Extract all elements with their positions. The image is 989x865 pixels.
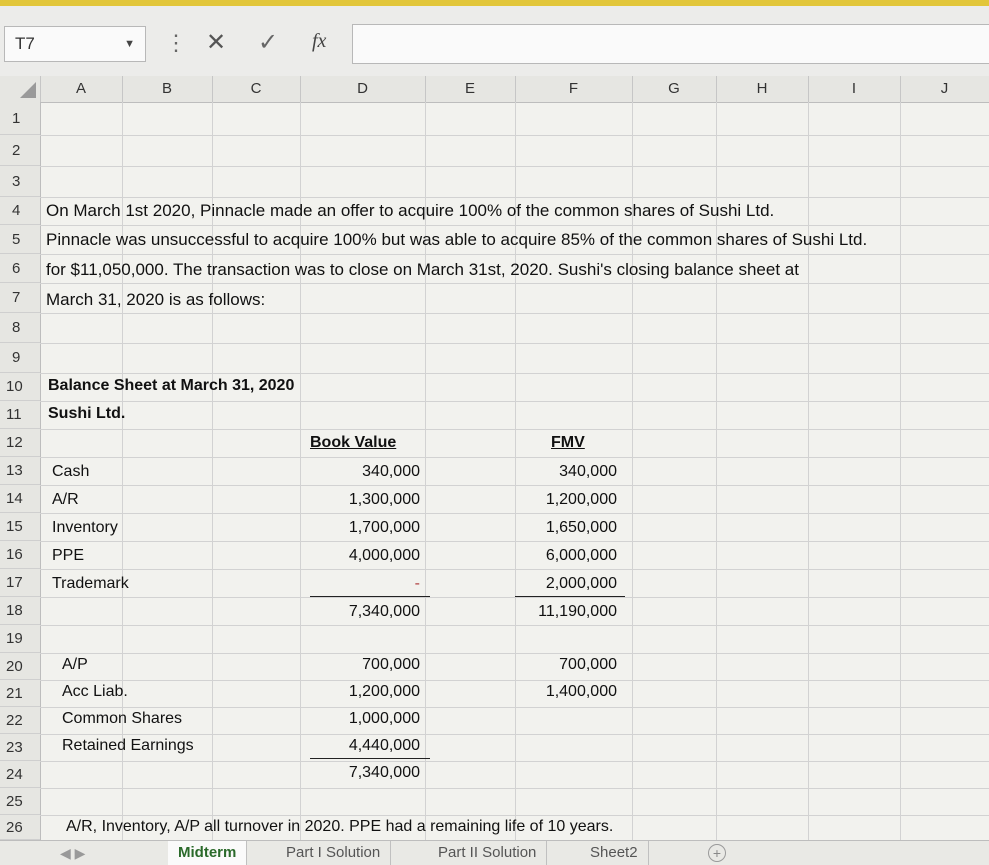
liability-book-value[interactable]: 1,200,000 bbox=[348, 683, 420, 700]
balance-sheet-title[interactable]: Balance Sheet at March 31, 2020 bbox=[48, 377, 295, 394]
row-header[interactable]: 23 bbox=[0, 734, 40, 761]
asset-label[interactable]: Inventory bbox=[52, 519, 118, 536]
asset-fmv[interactable]: 6,000,000 bbox=[545, 547, 617, 564]
column-header-i[interactable]: I bbox=[808, 76, 901, 102]
column-header-e[interactable]: E bbox=[425, 76, 516, 102]
gridline bbox=[808, 102, 809, 840]
gridline bbox=[40, 343, 989, 344]
tab-sheet2[interactable]: Sheet2 bbox=[580, 841, 649, 865]
asset-book-value[interactable]: 340,000 bbox=[362, 463, 420, 480]
row-header[interactable]: 8 bbox=[0, 313, 40, 343]
row-header[interactable]: 11 bbox=[0, 401, 40, 429]
liability-label[interactable]: Retained Earnings bbox=[62, 737, 194, 754]
row-header[interactable]: 5 bbox=[0, 225, 40, 254]
row-header[interactable]: 13 bbox=[0, 457, 40, 485]
asset-book-value[interactable]: 1,700,000 bbox=[348, 519, 420, 536]
asset-book-value[interactable]: - bbox=[414, 575, 420, 592]
gridline bbox=[40, 707, 989, 708]
gridline bbox=[40, 815, 989, 816]
row-header[interactable]: 17 bbox=[0, 569, 40, 597]
plus-circle-icon[interactable]: + bbox=[708, 844, 726, 862]
total-rule bbox=[515, 596, 625, 597]
gridline bbox=[40, 788, 989, 789]
row-header[interactable]: 9 bbox=[0, 343, 40, 373]
gridline bbox=[40, 485, 989, 486]
total-book-value[interactable]: 7,340,000 bbox=[348, 603, 420, 620]
column-header-g[interactable]: G bbox=[632, 76, 717, 102]
row-header[interactable]: 26 bbox=[0, 815, 40, 840]
liability-fmv[interactable]: 700,000 bbox=[559, 656, 617, 673]
gridline bbox=[900, 102, 901, 840]
company-name[interactable]: Sushi Ltd. bbox=[48, 405, 126, 422]
row-header[interactable]: 20 bbox=[0, 653, 40, 680]
asset-fmv[interactable]: 340,000 bbox=[559, 463, 617, 480]
tab-scroll-arrows-icon[interactable]: ◀ ▶ bbox=[60, 845, 86, 861]
vertical-dots-icon[interactable]: ⋮ bbox=[165, 30, 187, 55]
gridline bbox=[40, 254, 989, 255]
asset-fmv[interactable]: 1,200,000 bbox=[545, 491, 617, 508]
gridline bbox=[40, 166, 989, 167]
intro-line-3[interactable]: for $11,050,000. The transaction was to close on March 31st, 2020. Sushi's closing balance sheet at bbox=[46, 260, 799, 279]
row-header[interactable]: 16 bbox=[0, 541, 40, 569]
gridline bbox=[40, 569, 989, 570]
header-book-value[interactable]: Book Value bbox=[310, 434, 397, 451]
row-header[interactable]: 10 bbox=[0, 373, 40, 401]
asset-label[interactable]: Trademark bbox=[52, 575, 129, 592]
name-box-value: T7 bbox=[15, 34, 35, 53]
row-header[interactable]: 19 bbox=[0, 625, 40, 653]
gridline bbox=[40, 513, 989, 514]
gridline bbox=[40, 135, 989, 136]
asset-fmv[interactable]: 2,000,000 bbox=[545, 575, 617, 592]
liability-label[interactable]: Common Shares bbox=[62, 710, 183, 727]
liability-book-value[interactable]: 700,000 bbox=[362, 656, 420, 673]
row-header[interactable]: 25 bbox=[0, 788, 40, 815]
row-header[interactable]: 24 bbox=[0, 761, 40, 788]
gridline bbox=[40, 734, 989, 735]
row-header[interactable]: 18 bbox=[0, 597, 40, 625]
row-header[interactable]: 21 bbox=[0, 680, 40, 707]
row-header[interactable]: 7 bbox=[0, 283, 40, 313]
gridline bbox=[40, 197, 989, 198]
row-header[interactable]: 2 bbox=[0, 135, 40, 166]
column-header-f[interactable]: F bbox=[515, 76, 633, 102]
liability-label[interactable]: A/P bbox=[62, 656, 88, 673]
liability-label[interactable]: Acc Liab. bbox=[62, 683, 128, 700]
asset-label[interactable]: Cash bbox=[52, 463, 90, 480]
column-header-c[interactable]: C bbox=[212, 76, 301, 102]
close-icon[interactable]: ✕ bbox=[206, 29, 227, 56]
asset-label[interactable]: A/R bbox=[52, 491, 79, 508]
column-header-j[interactable]: J bbox=[940, 80, 949, 97]
row-header[interactable]: 12 bbox=[0, 429, 40, 457]
row-header[interactable]: 22 bbox=[0, 707, 40, 734]
gridline bbox=[40, 373, 989, 374]
row-header[interactable]: 14 bbox=[0, 485, 40, 513]
intro-line-1[interactable]: On March 1st 2020, Pinnacle made an offer to acquire 100% of the common shares of Sushi Ltd. bbox=[46, 201, 775, 220]
gridline bbox=[40, 653, 989, 654]
note-text[interactable]: A/R, Inventory, A/P all turnover in 2020. PPE had a remaining life of 10 years. bbox=[66, 818, 614, 835]
gridline bbox=[40, 680, 989, 681]
liability-book-value[interactable]: 1,000,000 bbox=[348, 710, 420, 727]
select-all-corner[interactable] bbox=[0, 76, 41, 102]
asset-label[interactable]: PPE bbox=[52, 547, 85, 564]
chevron-down-icon[interactable]: ▼ bbox=[124, 38, 135, 50]
gridline bbox=[40, 225, 989, 226]
column-header-a[interactable]: A bbox=[40, 76, 123, 102]
liab-total-book-value[interactable]: 7,340,000 bbox=[348, 764, 420, 781]
total-rule bbox=[310, 596, 430, 597]
sheet-tab-bar bbox=[0, 840, 989, 865]
checkmark-icon[interactable]: ✓ bbox=[258, 29, 279, 56]
column-header-d[interactable]: D bbox=[300, 76, 426, 102]
tab-part-i-solution[interactable]: Part I Solution bbox=[276, 841, 391, 865]
gridline bbox=[40, 761, 989, 762]
gridline bbox=[40, 625, 989, 626]
function-icon[interactable]: fx bbox=[312, 30, 327, 52]
total-rule bbox=[310, 758, 430, 759]
column-header-h[interactable]: H bbox=[716, 76, 809, 102]
row-header[interactable]: 15 bbox=[0, 513, 40, 541]
column-header-row bbox=[0, 76, 989, 103]
row-header[interactable]: 1 bbox=[0, 102, 40, 135]
gridline bbox=[40, 401, 989, 402]
asset-book-value[interactable]: 1,300,000 bbox=[348, 491, 420, 508]
liability-book-value[interactable]: 4,440,000 bbox=[348, 737, 420, 754]
asset-book-value[interactable]: 4,000,000 bbox=[348, 547, 420, 564]
header-fmv[interactable]: FMV bbox=[551, 434, 585, 451]
intro-line-2[interactable]: Pinnacle was unsuccessful to acquire 100% but was able to acquire 85% of the common shares of Sushi Ltd. bbox=[46, 230, 868, 249]
tab-midterm[interactable]: Midterm bbox=[168, 841, 247, 865]
gridline bbox=[40, 283, 989, 284]
row-header[interactable]: 6 bbox=[0, 254, 40, 283]
total-fmv[interactable]: 11,190,000 bbox=[538, 603, 617, 620]
asset-fmv[interactable]: 1,650,000 bbox=[545, 519, 617, 536]
gridline bbox=[40, 541, 989, 542]
row-header[interactable]: 3 bbox=[0, 166, 40, 197]
liability-fmv[interactable]: 1,400,000 bbox=[545, 683, 617, 700]
column-header-b[interactable]: B bbox=[122, 76, 213, 102]
row-header-column bbox=[0, 102, 41, 840]
gridline bbox=[40, 457, 989, 458]
tab-part-ii-solution[interactable]: Part II Solution bbox=[428, 841, 547, 865]
gridline bbox=[40, 313, 989, 314]
gridline bbox=[40, 597, 989, 598]
row-header[interactable]: 4 bbox=[0, 197, 40, 225]
intro-line-4[interactable]: March 31, 2020 is as follows: bbox=[46, 290, 266, 309]
gridline bbox=[40, 429, 989, 430]
